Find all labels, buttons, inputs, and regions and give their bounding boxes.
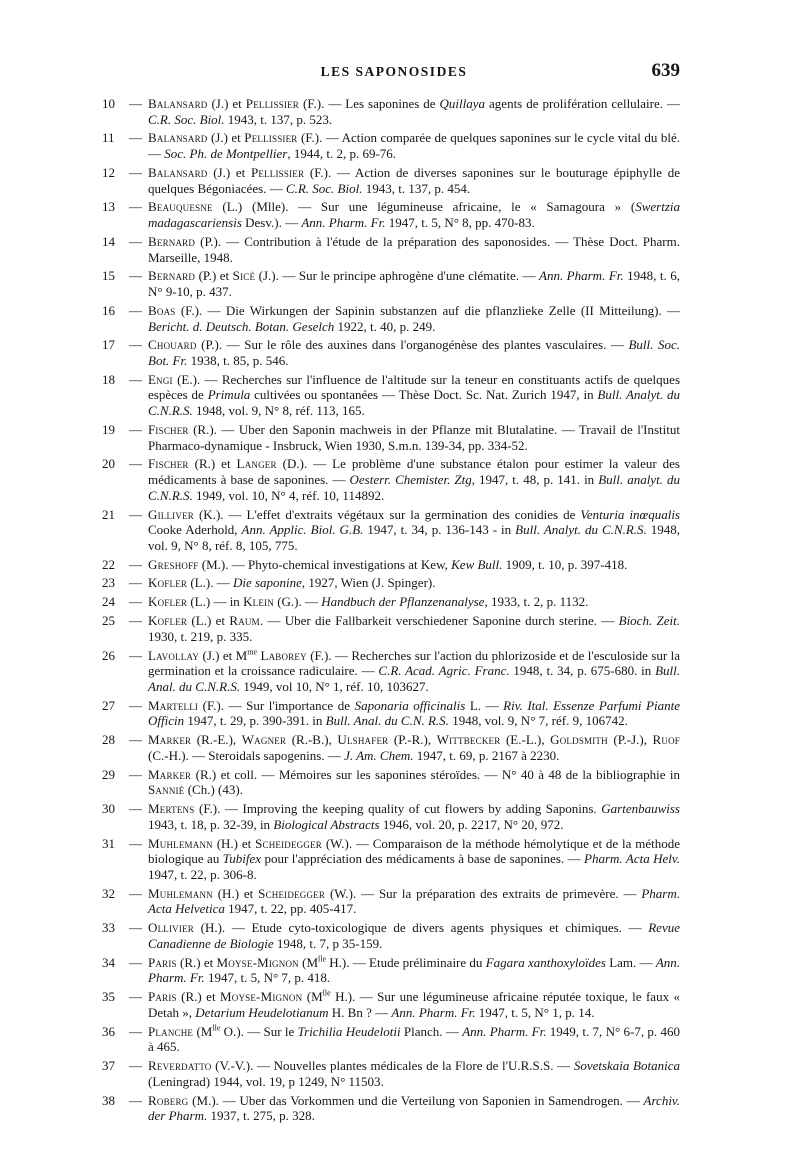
page-header [108,60,680,84]
reference-entry [102,268,680,299]
reference-dash: — [129,613,142,629]
reference-dash: — [129,421,142,437]
reference-number: 34 [102,954,115,970]
reference-number: 21 [102,506,115,522]
reference-dash: — [129,302,142,318]
reference-dash: — [129,594,142,610]
reference-entry [102,648,680,695]
reference-entry [102,165,680,196]
reference-entry [102,199,680,230]
reference-text: Bernard (P.). — Contribution à l'étude de la préparation des saponosides. — Thèse Doct. Pharm. Marseille, 1948. [148,233,680,265]
reference-number: 13 [102,199,115,215]
reference-text: Lavollay (J.) et $M^{me}$ Laborey (F.). — Recherches sur l'action du phlorizoside et de l'esculoside sur la germination et la croissance radiculaire. — C.R. Acad. Agric. Franc. 1948, t. 34, p. 675-680. in Bull. Anal. du C.N.R.S. 1949, vol 10, N° 1, réf. 10, 103627. [148,647,680,694]
reference-entry [102,303,680,334]
reference-dash: — [129,456,142,472]
reference-number: 27 [102,697,115,713]
reference-number: 25 [102,613,115,629]
reference-text: Kofler (L.) — in Klein (G.). — Handbuch der Pflanzenanalyse, 1933, t. 2, p. 1132. [148,594,589,610]
reference-text: Muhlemann (H.) et Scheidegger (W.). — Sur la préparation des extraits de primevère. — Pharm. Acta Helvetica 1947, t. 22, pp. 405-417. [148,885,680,917]
reference-entry [102,886,680,917]
reference-text: Gilliver (K.). — L'effet d'extraits végétaux sur la germination des conidies de Venturia inœqualis Cooke Aderhold, Ann. Applic. Biol. G.B. 1947, t. 34, p. 136-143 - in Bull. Analyt. du C.N.R.S. 1948, vol. 9, N° 8, réf. 8, 105, 775. [148,506,680,553]
reference-dash: — [129,371,142,387]
reference-entry [102,920,680,951]
reference-entry [102,1024,680,1055]
reference-entry [102,337,680,368]
reference-dash: — [129,989,142,1005]
reference-dash: — [129,130,142,146]
reference-number: 31 [102,835,115,851]
reference-dash: — [129,885,142,901]
reference-dash: — [129,575,142,591]
reference-dash: — [129,697,142,713]
reference-text: Kofler (L.). — Die saponine, 1927, Wien (J. Spinger). [148,575,436,591]
reference-dash: — [129,337,142,353]
reference-dash: — [129,1023,142,1039]
reference-entry [102,1058,680,1089]
reference-text: Balansard (J.) et Pellissier (F.). — Les saponines de Quillaya agents de prolifération cellulaire. — C.R. Soc. Biol. 1943, t. 137, p. 523. [148,96,680,127]
reference-dash: — [129,556,142,572]
reference-dash: — [129,920,142,936]
reference-dash: — [129,96,142,111]
reference-number: 20 [102,456,115,472]
reference-number: 36 [102,1023,115,1039]
reference-text: Bernard (P.) et Sicé (J.). — Sur le principe aphrogène d'une clématite. — Ann. Pharm. Fr. 1948, t. 6, N° 9-10, p. 437. [148,268,680,300]
reference-number: 15 [102,268,115,284]
reference-number: 24 [102,594,115,610]
reference-text: Paris (R.) et Moyse-Mignon ($M^{lle}$ H.). — Sur une légumineuse africaine réputée toxique, le faux « Detah », Detarium Heudelotianum H. Bn ? — Ann. Pharm. Fr. 1947, t. 5, N° 1, p. 14. [148,988,680,1020]
reference-entry [102,767,680,798]
reference-number: 33 [102,920,115,936]
reference-number: 10 [102,96,115,111]
reference-list [102,96,680,1127]
reference-number: 38 [102,1092,115,1108]
reference-dash: — [129,647,142,663]
reference-number: 19 [102,421,115,437]
reference-text: Planche ($M^{lle}$ O.). — Sur le Trichilia Heudelotii Planch. — Ann. Pharm. Fr. 1949, t. 7, N° 6-7, p. 460 à 465. [148,1023,680,1055]
reference-text: Marker (R.) et coll. — Mémoires sur les saponines stéroïdes. — N° 40 à 48 de la bibliographie in Sannié (Ch.) (43). [148,766,680,798]
reference-text: Mertens (F.). — Improving the keeping quality of cut flowers by adding Saponins. Gartenbauwiss 1943, t. 18, p. 32-39, in Biological Abstracts 1946, vol. 20, p. 2217, N° 20, 972. [148,801,680,832]
reference-number: 23 [102,575,115,591]
reference-text: Beauquesne (L.) (Mlle). — Sur une légumineuse africaine, le « Samagoura » (Swertzia madagascariensis Desv.). — Ann. Pharm. Fr. 1947, t. 5, N° 8, pp. 470-83. [148,199,680,231]
reference-text: Balansard (J.) et Pellissier (F.). — Action de diverses saponines sur le bouturage épiphylle de quelques Bégoniacées. — C.R. Soc. Biol. 1943, t. 137, p. 454. [148,164,680,196]
reference-dash: — [129,835,142,851]
reference-entry [102,575,680,591]
reference-text: Kofler (L.) et Raum. — Uber die Fallbarkeit verschiedener Saponine durch sterine. — Bioch. Zeit. 1930, t. 219, p. 335. [148,613,681,644]
reference-dash: — [129,954,142,970]
reference-entry [102,836,680,883]
reference-entry [102,698,680,729]
reference-dash: — [129,1092,142,1108]
reference-entry [102,422,680,453]
reference-text: Marker (R.-E.), Wagner (R.-B.), Ulshafer (P.-R.), Wittbecker (E.-L.), Goldsmith (P.-J.), Ruof (C.-H.). — Steroidals sapogenins. — J. Am. Chem. 1947, t. 69, p. 2167 à 2230. [148,732,680,763]
reference-entry [102,234,680,265]
reference-dash: — [129,199,142,215]
running-title: LES SAPONOSIDES [320,64,468,79]
reference-number: 16 [102,302,115,318]
reference-entry [102,594,680,610]
reference-dash: — [129,233,142,249]
reference-dash: — [129,1058,142,1074]
reference-entry [102,732,680,763]
reference-text: Muhlemann (H.) et Scheidegger (W.). — Comparaison de la méthode hémolytique et de la méthode biologique au Tubifex pour l'appréciation des médicaments à base de saponines. — Pharm. Acta Helv. 1947, t. 22, p. 306-8. [148,835,680,882]
reference-text: Chouard (P.). — Sur le rôle des auxines dans l'organogénèse des plantes vasculaires. — Bull. Soc. Bot. Fr. 1938, t. 85, p. 546. [148,337,680,368]
reference-number: 18 [102,371,115,387]
reference-entry [102,613,680,644]
reference-text: Ollivier (H.). — Etude cyto-toxicologique de divers agents physiques et chimiques. — Revue Canadienne de Biologie 1948, t. 7, p 35-159. [148,920,680,951]
reference-text: Engi (E.). — Recherches sur l'influence de l'altitude sur la teneur en constituants actifs de quelques espèces de Primula cultivées ou spontanées — Thèse Doct. Sc. Nat. Zurich 1947, in Bull. Analyt. du C.N.R.S. 1948, vol. 9, N° 8, réf. 113, 165. [148,371,680,419]
reference-number: 35 [102,989,115,1005]
reference-text: Roberg (M.). — Uber das Vorkommen und die Verteilung von Saponien in Samendrogen. — Archiv. der Pharm. 1937, t. 275, p. 328. [148,1092,680,1124]
reference-text: Boas (F.). — Die Wirkungen der Sapinin substanzen auf die pflanzlieke Zelle (II Mitteilung). — Bericht. d. Deutsch. Botan. Geselch 1922, t. 40, p. 249. [148,302,680,334]
reference-number: 22 [102,556,115,572]
reference-dash: — [129,766,142,782]
reference-number: 17 [102,337,115,353]
reference-entry [102,456,680,503]
reference-dash: — [129,801,142,817]
reference-dash: — [129,164,142,180]
reference-entry [102,557,680,573]
reference-text: Martelli (F.). — Sur l'importance de Saponaria officinalis L. — Riv. Ital. Essenze Parfumi Piante Officin 1947, t. 29, p. 390-391. in Bull. Anal. du C.N. R.S. 1948, vol. 9, N° 7, réf. 9, 106742. [148,697,680,729]
reference-number: 28 [102,732,115,748]
reference-entry [102,1093,680,1124]
page-number: 639 [651,60,680,81]
reference-text: Paris (R.) et Moyse-Mignon ($M^{lle}$ H.). — Etude préliminaire du Fagara xanthoxyloïdes Lam. — Ann. Pharm. Fr. 1947, t. 5, N° 7, p. 418. [148,954,681,986]
reference-text: Balansard (J.) et Pellissier (F.). — Action comparée de quelques saponines sur le cycle vital du blé. — Soc. Ph. de Montpellier, 1944, t. 2, p. 69-76. [148,130,680,162]
reference-dash: — [129,268,142,284]
reference-entry [102,130,680,161]
reference-entry [102,372,680,419]
reference-dash: — [129,506,142,522]
reference-number: 11 [102,130,115,146]
reference-number: 32 [102,885,115,901]
reference-entry [102,989,680,1020]
reference-number: 14 [102,233,115,249]
reference-dash: — [129,732,142,748]
reference-text: Fischer (R.) et Langer (D.). — Le problème d'une substance étalon pour estimer la valeur des médicaments à base de saponines. — Oesterr. Chemister. Ztg, 1947, t. 48, p. 141. in Bull. analyt. du C.N.R.S. 1949, vol. 10, N° 4, réf. 10, 114892. [148,456,680,503]
reference-number: 29 [102,766,115,782]
reference-text: Fischer (R.). — Uber den Saponin machweis in der Pflanze mit Blutalatine. — Travail de l'Institut Pharmaco-dynamique - Insbruck, Wien 1930, S.m.n. 139-34, pp. 334-52. [148,421,680,453]
reference-entry [102,507,680,554]
reference-number: 37 [102,1058,115,1074]
reference-number: 26 [102,647,115,663]
reference-entry [102,96,680,127]
reference-entry [102,801,680,832]
reference-entry [102,955,680,986]
reference-text: Greshoff (M.). — Phyto-chemical investigations at Kew, Kew Bull. 1909, t. 10, p. 397-418. [148,556,628,572]
reference-text: Reverdatto (V.-V.). — Nouvelles plantes médicales de la Flore de l'U.R.S.S. — Sovetskaia Botanica (Leningrad) 1944, vol. 19, p 1249, N° 11503. [148,1058,680,1089]
reference-number: 30 [102,801,115,817]
reference-number: 12 [102,164,115,180]
